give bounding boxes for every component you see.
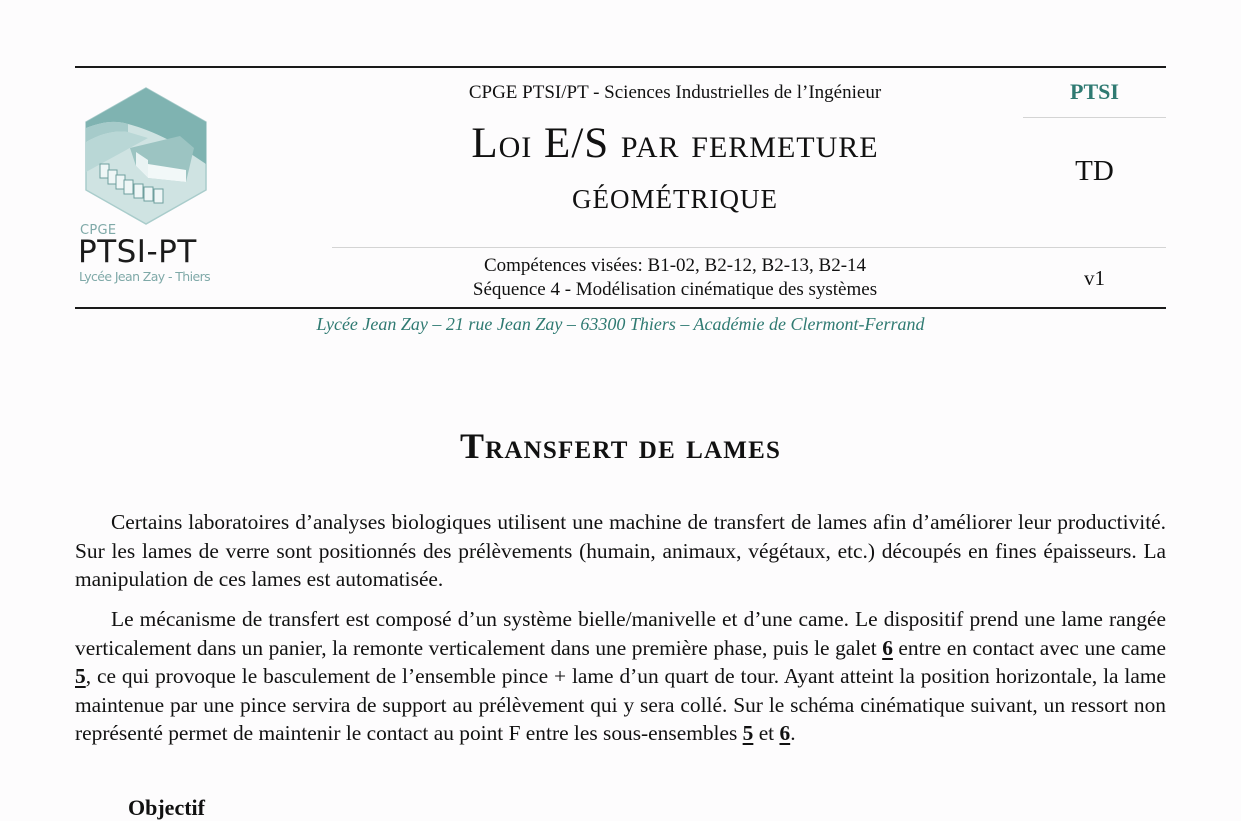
- title-line-2: géométrique: [572, 175, 778, 217]
- school-logo: [78, 86, 218, 291]
- document-type: TD: [1075, 155, 1114, 187]
- school-building-hexagon-icon: [84, 86, 208, 226]
- mechanism-paragraph: [75, 605, 1166, 748]
- logo-name: PTSI-PT: [78, 234, 197, 270]
- part-reference-6: 6: [779, 721, 791, 746]
- part-reference-6: 6: [882, 635, 893, 660]
- course-name: CPGE PTSI/PT - Sciences Industrielles de l’Ingénieur: [468, 82, 882, 103]
- section-title: Transfert de lames: [459, 426, 782, 466]
- school-address: Lycée Jean Zay – 21 rue Jean Zay – 63300 Thiers – Académie de Clermont-Ferrand: [316, 314, 925, 334]
- sequence: Séquence 4 - Modélisation cinématique des systèmes: [472, 279, 878, 300]
- text-run: , ce qui provoque le basculement de l’ensemble pince + lame d’un quart de tour. Ayant atteint la position horizontale, la lame maintenue par une pince servira de support au prélèvement qui y sera collé. Sur le schéma cinématique suivant, un ressort non représenté permet de maintenir le contact au point F entre les sous-ensembles: [75, 664, 1166, 746]
- header-bottom-rule: [75, 307, 1166, 309]
- text-run: Le mécanisme de transfert est composé d’un système bielle/manivelle et d’une came. Le dispositif prend une lame rangée verticalement dans un panier, la remonte verticalement dans une première phase, puis le galet: [75, 607, 1166, 660]
- header-middle-rule: [332, 247, 1166, 248]
- level-badge: PTSI: [1070, 79, 1119, 104]
- header-top-rule: [75, 66, 1166, 68]
- title-line-1: Loi E/S par fermeture: [471, 120, 879, 167]
- objective-heading: Objectif: [128, 795, 205, 820]
- text-run: et: [753, 721, 780, 746]
- competences: Compétences visées: B1-02, B2-12, B2-13, B2-14: [483, 255, 867, 276]
- header-meta: [332, 254, 1018, 302]
- level-separator-rule: [1023, 117, 1166, 118]
- part-reference-5: 5: [742, 721, 754, 746]
- logo-cpge-label: CPGE: [80, 223, 117, 238]
- intro-paragraph: Certains laboratoires d’analyses biologiques utilisent une machine de transfert de lames afin d’améliorer leur productivité. Sur les lames de verre sont positionnés des prélèvements (humain, animaux, végétaux, etc.) découpés en fines épaisseurs. La manipulation de ces lames est automatisée.: [75, 510, 1166, 592]
- logo-school: Lycée Jean Zay - Thiers: [79, 269, 211, 284]
- document-version: v1: [1084, 266, 1105, 290]
- text-run: entre en contact avec une came: [892, 635, 1166, 660]
- part-reference-5: 5: [75, 664, 86, 689]
- document-title: [332, 118, 1018, 222]
- text-run: .: [790, 721, 796, 746]
